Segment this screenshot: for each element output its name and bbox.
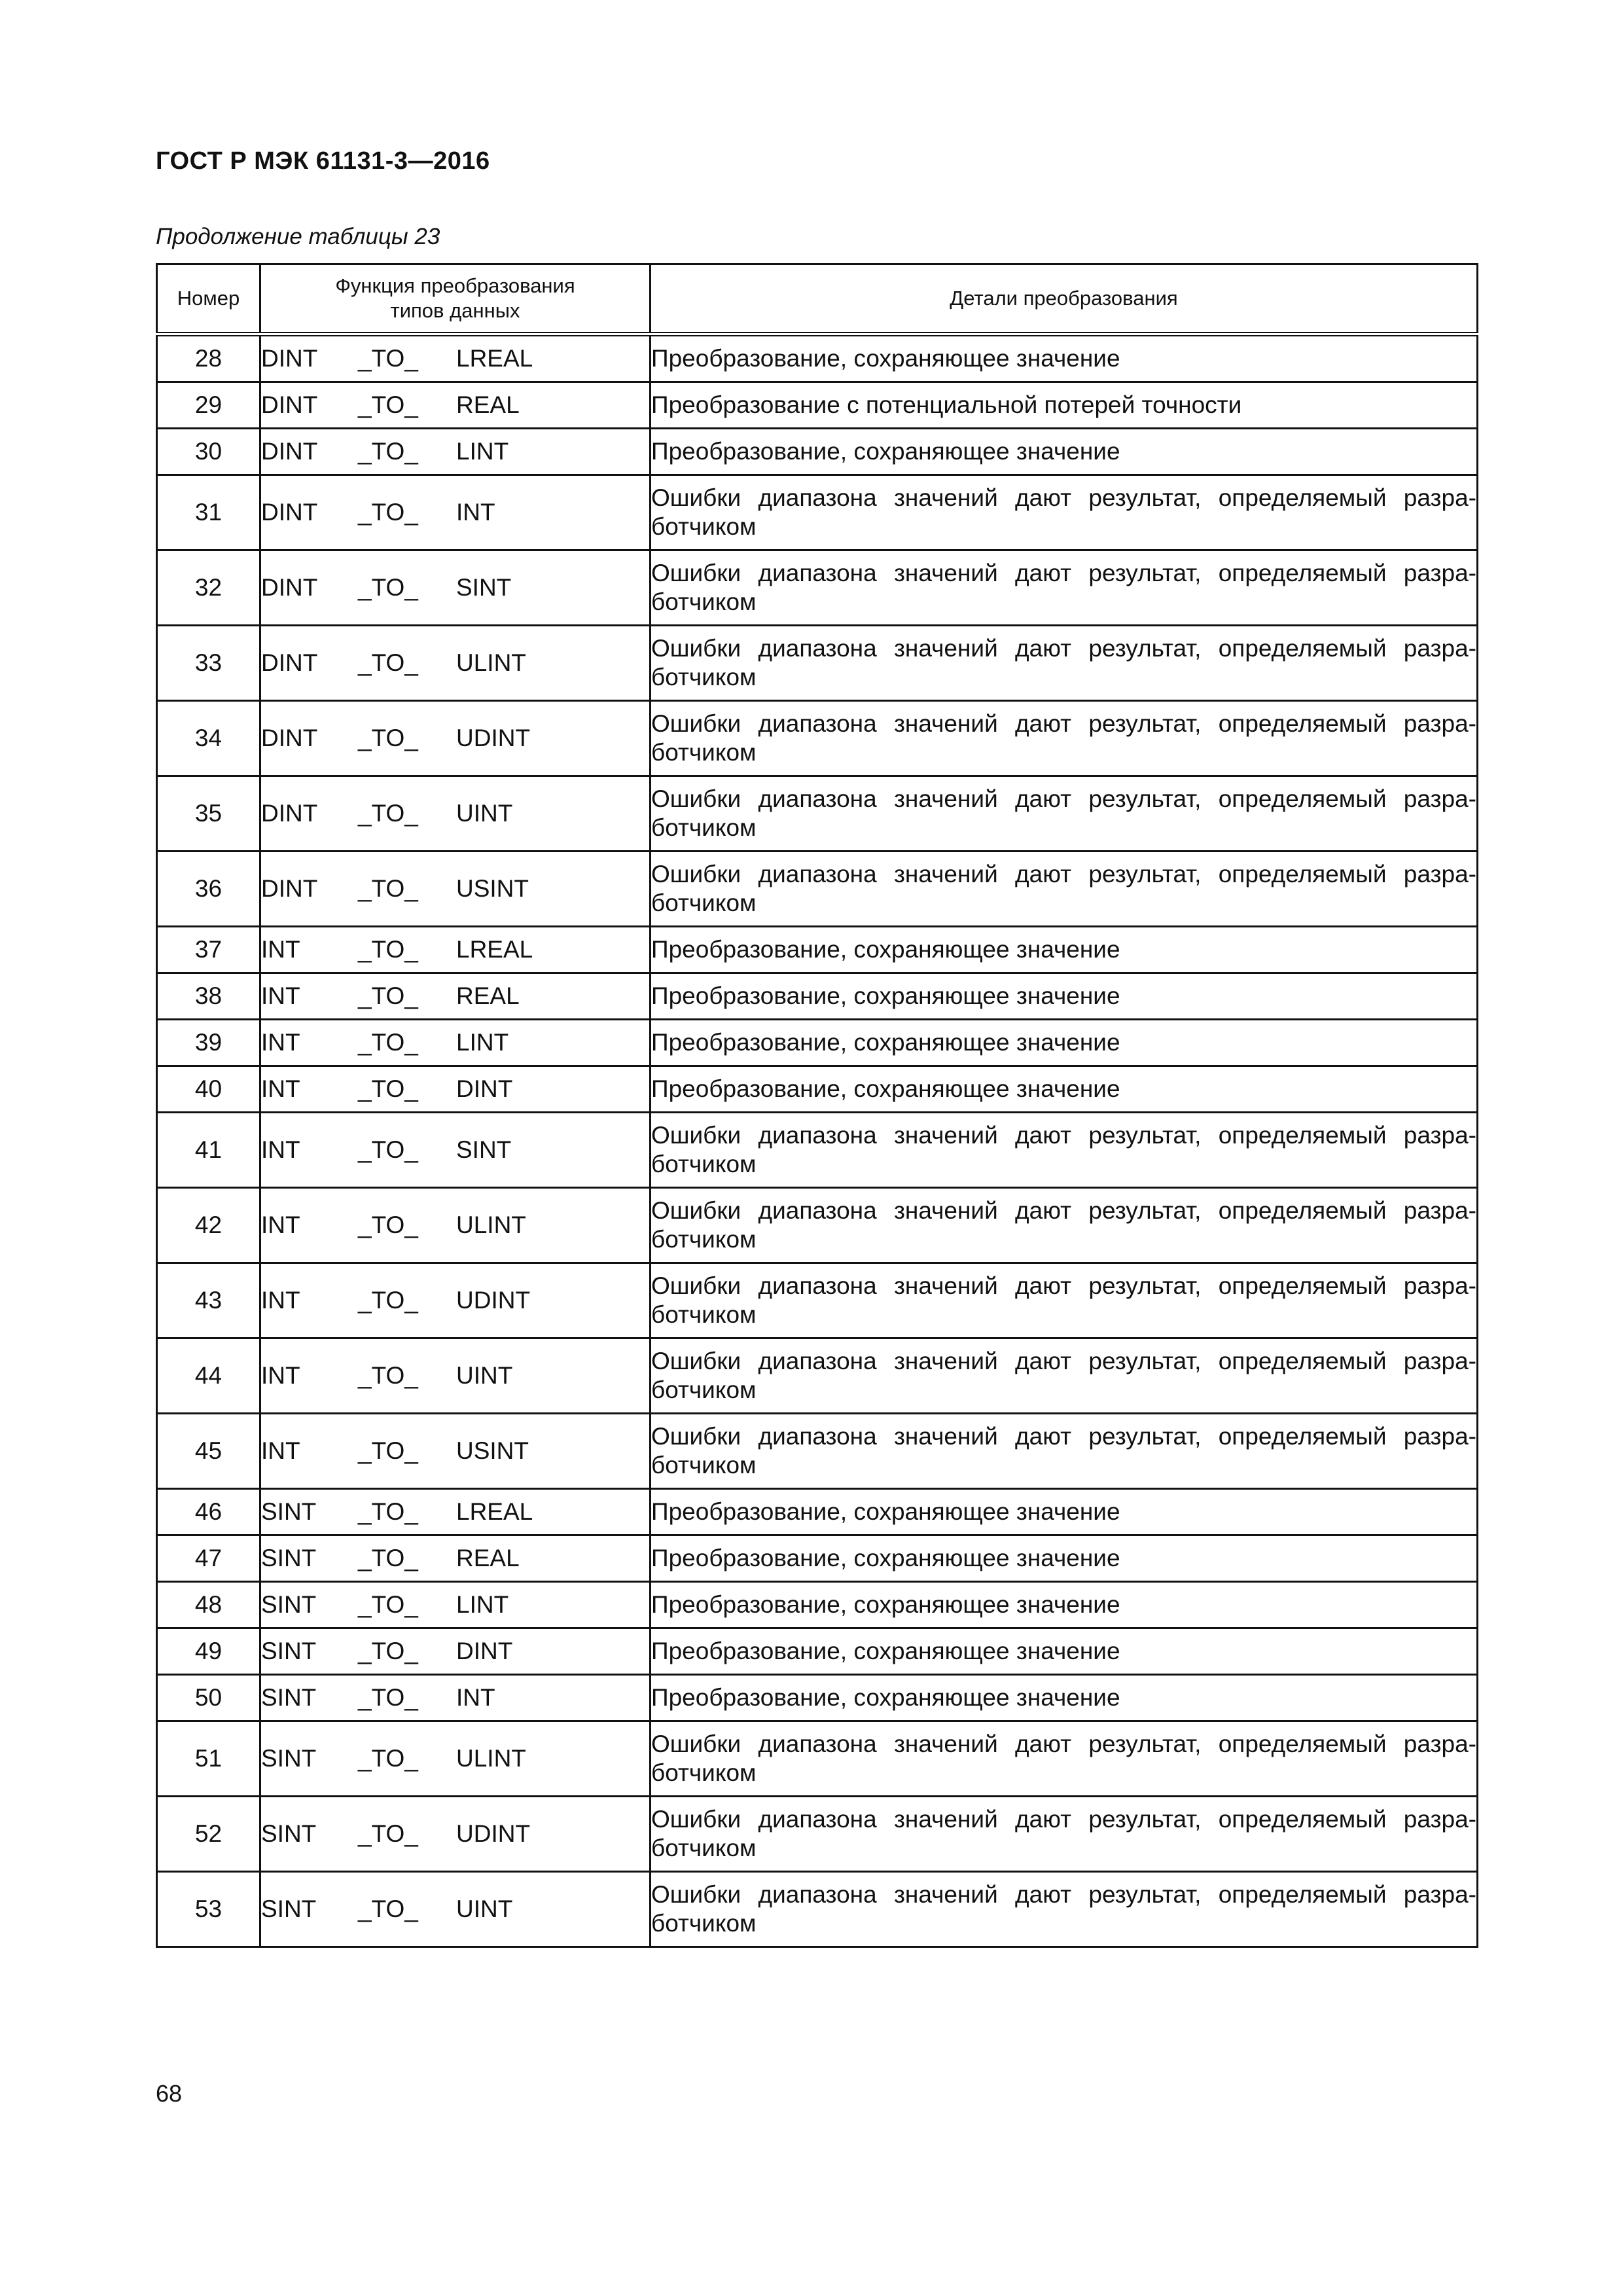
row-details: Преобразование, сохраняющее значение <box>651 1489 1478 1535</box>
row-number: 49 <box>157 1628 260 1675</box>
function-target-type: REAL <box>456 982 520 1009</box>
row-number: 51 <box>157 1721 260 1797</box>
function-source-type: SINT <box>261 1745 317 1772</box>
table-row <box>157 1414 1478 1489</box>
function-operator: _TO_ <box>358 1136 418 1163</box>
row-details: Ошибки диапазона значений дают результат, определяемый разра-ботчиком <box>651 1338 1478 1414</box>
function-source-type: DINT <box>261 574 318 601</box>
row-number: 53 <box>157 1872 260 1947</box>
row-function <box>260 1113 651 1188</box>
row-function <box>260 1628 651 1675</box>
row-number: 33 <box>157 626 260 701</box>
function-source-type: DINT <box>261 438 318 465</box>
function-operator: _TO_ <box>358 1638 418 1664</box>
row-number: 35 <box>157 776 260 852</box>
function-target-type: LREAL <box>456 1498 533 1525</box>
row-function <box>260 1188 651 1263</box>
row-number: 29 <box>157 382 260 429</box>
row-function <box>260 1338 651 1414</box>
row-details: Ошибки диапазона значений дают результат, определяемый разра-ботчиком <box>651 1872 1478 1947</box>
function-source-type: INT <box>261 1287 300 1314</box>
function-source-type: SINT <box>261 1820 317 1847</box>
row-details: Ошибки диапазона значений дают результат, определяемый разра-ботчиком <box>651 776 1478 852</box>
row-details: Ошибки диапазона значений дают результат, определяемый разра-ботчиком <box>651 701 1478 776</box>
function-target-type: SINT <box>456 574 512 601</box>
function-source-type: INT <box>261 982 300 1009</box>
row-function <box>260 429 651 475</box>
table-row <box>157 701 1478 776</box>
function-source-type: INT <box>261 1029 300 1056</box>
table-header-row <box>157 264 1478 334</box>
function-source-type: DINT <box>261 391 318 418</box>
function-source-type: SINT <box>261 1895 317 1922</box>
row-number: 31 <box>157 475 260 550</box>
table-row <box>157 1628 1478 1675</box>
function-target-type: UINT <box>456 1895 513 1922</box>
header-number: Номер <box>157 264 260 334</box>
table-row <box>157 1020 1478 1066</box>
row-function <box>260 1020 651 1066</box>
row-function <box>260 852 651 927</box>
table-row <box>157 1872 1478 1947</box>
row-details: Ошибки диапазона значений дают результат, определяемый разра-ботчиком <box>651 1797 1478 1872</box>
function-target-type: ULINT <box>456 649 526 676</box>
table-caption: Продолжение таблицы 23 <box>156 224 440 249</box>
function-target-type: INT <box>456 1684 495 1711</box>
row-details: Ошибки диапазона значений дают результат, определяемый разра-ботчиком <box>651 475 1478 550</box>
row-details: Преобразование, сохраняющее значение <box>651 334 1478 382</box>
page-number: 68 <box>156 2080 183 2107</box>
row-function <box>260 973 651 1020</box>
row-function <box>260 927 651 973</box>
row-function <box>260 334 651 382</box>
row-number: 47 <box>157 1535 260 1582</box>
function-operator: _TO_ <box>358 1075 418 1102</box>
row-number: 43 <box>157 1263 260 1338</box>
table-row <box>157 852 1478 927</box>
row-number: 30 <box>157 429 260 475</box>
table-row <box>157 1338 1478 1414</box>
function-target-type: INT <box>456 499 495 526</box>
row-details: Ошибки диапазона значений дают результат, определяемый разра-ботчиком <box>651 852 1478 927</box>
row-function <box>260 776 651 852</box>
table-row <box>157 382 1478 429</box>
function-operator: _TO_ <box>358 875 418 902</box>
function-source-type: DINT <box>261 499 318 526</box>
function-operator: _TO_ <box>358 1029 418 1056</box>
table-row <box>157 334 1478 382</box>
function-target-type: LREAL <box>456 345 533 372</box>
table-row <box>157 927 1478 973</box>
function-operator: _TO_ <box>358 1437 418 1464</box>
row-function <box>260 475 651 550</box>
function-operator: _TO_ <box>358 1895 418 1922</box>
function-operator: _TO_ <box>358 1498 418 1525</box>
function-operator: _TO_ <box>358 345 418 372</box>
function-target-type: ULINT <box>456 1745 526 1772</box>
function-source-type: DINT <box>261 725 318 751</box>
row-function <box>260 1582 651 1628</box>
row-number: 50 <box>157 1675 260 1721</box>
function-target-type: UINT <box>456 800 513 827</box>
table-row <box>157 776 1478 852</box>
row-function <box>260 1872 651 1947</box>
function-source-type: SINT <box>261 1498 317 1525</box>
function-source-type: INT <box>261 1075 300 1102</box>
table-row <box>157 626 1478 701</box>
table-row <box>157 1535 1478 1582</box>
row-details: Преобразование, сохраняющее значение <box>651 1535 1478 1582</box>
function-target-type: LINT <box>456 1029 509 1056</box>
function-source-type: DINT <box>261 875 318 902</box>
row-function <box>260 1414 651 1489</box>
row-function <box>260 701 651 776</box>
function-source-type: INT <box>261 1211 300 1238</box>
function-source-type: DINT <box>261 345 318 372</box>
table-row <box>157 1113 1478 1188</box>
row-details: Преобразование, сохраняющее значение <box>651 1675 1478 1721</box>
function-source-type: INT <box>261 1136 300 1163</box>
row-function <box>260 1066 651 1113</box>
table-row <box>157 429 1478 475</box>
function-target-type: LREAL <box>456 936 533 963</box>
document-standard-title: ГОСТ Р МЭК 61131-3—2016 <box>156 147 490 175</box>
header-function <box>260 264 651 334</box>
row-details: Ошибки диапазона значений дают результат, определяемый разра-ботчиком <box>651 1263 1478 1338</box>
row-number: 40 <box>157 1066 260 1113</box>
table-body <box>157 334 1478 1947</box>
row-number: 45 <box>157 1414 260 1489</box>
function-operator: _TO_ <box>358 800 418 827</box>
row-number: 32 <box>157 550 260 626</box>
row-number: 39 <box>157 1020 260 1066</box>
function-operator: _TO_ <box>358 1684 418 1711</box>
function-operator: _TO_ <box>358 438 418 465</box>
function-target-type: UINT <box>456 1362 513 1389</box>
row-function <box>260 1489 651 1535</box>
row-number: 34 <box>157 701 260 776</box>
header-details: Детали преобразования <box>651 264 1478 334</box>
function-source-type: SINT <box>261 1684 317 1711</box>
row-number: 38 <box>157 973 260 1020</box>
row-details: Ошибки диапазона значений дают результат, определяемый разра-ботчиком <box>651 1188 1478 1263</box>
function-target-type: LINT <box>456 1591 509 1618</box>
table-row <box>157 1797 1478 1872</box>
row-details: Ошибки диапазона значений дают результат, определяемый разра-ботчиком <box>651 1721 1478 1797</box>
row-number: 44 <box>157 1338 260 1414</box>
function-operator: _TO_ <box>358 1820 418 1847</box>
function-target-type: REAL <box>456 1545 520 1571</box>
function-source-type: DINT <box>261 649 318 676</box>
table-row <box>157 1675 1478 1721</box>
row-function <box>260 1797 651 1872</box>
function-source-type: INT <box>261 1437 300 1464</box>
table-row <box>157 1188 1478 1263</box>
function-target-type: SINT <box>456 1136 512 1163</box>
function-operator: _TO_ <box>358 936 418 963</box>
row-number: 42 <box>157 1188 260 1263</box>
function-target-type: USINT <box>456 1437 529 1464</box>
row-number: 36 <box>157 852 260 927</box>
table-row <box>157 550 1478 626</box>
function-operator: _TO_ <box>358 1211 418 1238</box>
function-target-type: UDINT <box>456 1820 531 1847</box>
header-function-line2: типов данных <box>390 299 520 322</box>
row-number: 37 <box>157 927 260 973</box>
row-details: Преобразование, сохраняющее значение <box>651 973 1478 1020</box>
function-operator: _TO_ <box>358 1287 418 1314</box>
function-operator: _TO_ <box>358 574 418 601</box>
row-number: 41 <box>157 1113 260 1188</box>
function-source-type: SINT <box>261 1638 317 1664</box>
row-details: Преобразование, сохраняющее значение <box>651 429 1478 475</box>
table-row <box>157 1721 1478 1797</box>
table-row <box>157 973 1478 1020</box>
function-target-type: REAL <box>456 391 520 418</box>
row-details: Ошибки диапазона значений дают результат, определяемый разра-ботчиком <box>651 550 1478 626</box>
function-operator: _TO_ <box>358 391 418 418</box>
function-target-type: UDINT <box>456 725 531 751</box>
row-function <box>260 1721 651 1797</box>
row-details: Преобразование, сохраняющее значение <box>651 1628 1478 1675</box>
row-number: 28 <box>157 334 260 382</box>
row-number: 46 <box>157 1489 260 1535</box>
row-details: Преобразование, сохраняющее значение <box>651 1066 1478 1113</box>
table-row <box>157 1066 1478 1113</box>
row-function <box>260 1263 651 1338</box>
row-details: Ошибки диапазона значений дают результат, определяемый разра-ботчиком <box>651 1414 1478 1489</box>
function-operator: _TO_ <box>358 1591 418 1618</box>
row-function <box>260 1675 651 1721</box>
function-operator: _TO_ <box>358 1545 418 1571</box>
row-function <box>260 550 651 626</box>
table-row <box>157 475 1478 550</box>
row-details: Преобразование, сохраняющее значение <box>651 1020 1478 1066</box>
function-target-type: DINT <box>456 1075 513 1102</box>
table-row <box>157 1489 1478 1535</box>
table-row <box>157 1582 1478 1628</box>
row-details: Ошибки диапазона значений дают результат, определяемый разра-ботчиком <box>651 626 1478 701</box>
table-row <box>157 1263 1478 1338</box>
row-function <box>260 1535 651 1582</box>
function-operator: _TO_ <box>358 499 418 526</box>
row-function <box>260 626 651 701</box>
row-number: 48 <box>157 1582 260 1628</box>
function-target-type: DINT <box>456 1638 513 1664</box>
row-details: Преобразование с потенциальной потерей точности <box>651 382 1478 429</box>
function-source-type: DINT <box>261 800 318 827</box>
row-details: Ошибки диапазона значений дают результат, определяемый разра-ботчиком <box>651 1113 1478 1188</box>
function-source-type: INT <box>261 936 300 963</box>
conversion-table <box>156 263 1478 1948</box>
function-operator: _TO_ <box>358 725 418 751</box>
function-operator: _TO_ <box>358 982 418 1009</box>
function-target-type: USINT <box>456 875 529 902</box>
function-source-type: SINT <box>261 1545 317 1571</box>
row-function <box>260 382 651 429</box>
row-number: 52 <box>157 1797 260 1872</box>
function-operator: _TO_ <box>358 649 418 676</box>
row-details: Преобразование, сохраняющее значение <box>651 927 1478 973</box>
function-operator: _TO_ <box>358 1362 418 1389</box>
function-target-type: LINT <box>456 438 509 465</box>
function-target-type: ULINT <box>456 1211 526 1238</box>
function-target-type: UDINT <box>456 1287 531 1314</box>
header-function-line1: Функция преобразования <box>335 274 575 297</box>
row-details: Преобразование, сохраняющее значение <box>651 1582 1478 1628</box>
function-source-type: SINT <box>261 1591 317 1618</box>
function-operator: _TO_ <box>358 1745 418 1772</box>
function-source-type: INT <box>261 1362 300 1389</box>
